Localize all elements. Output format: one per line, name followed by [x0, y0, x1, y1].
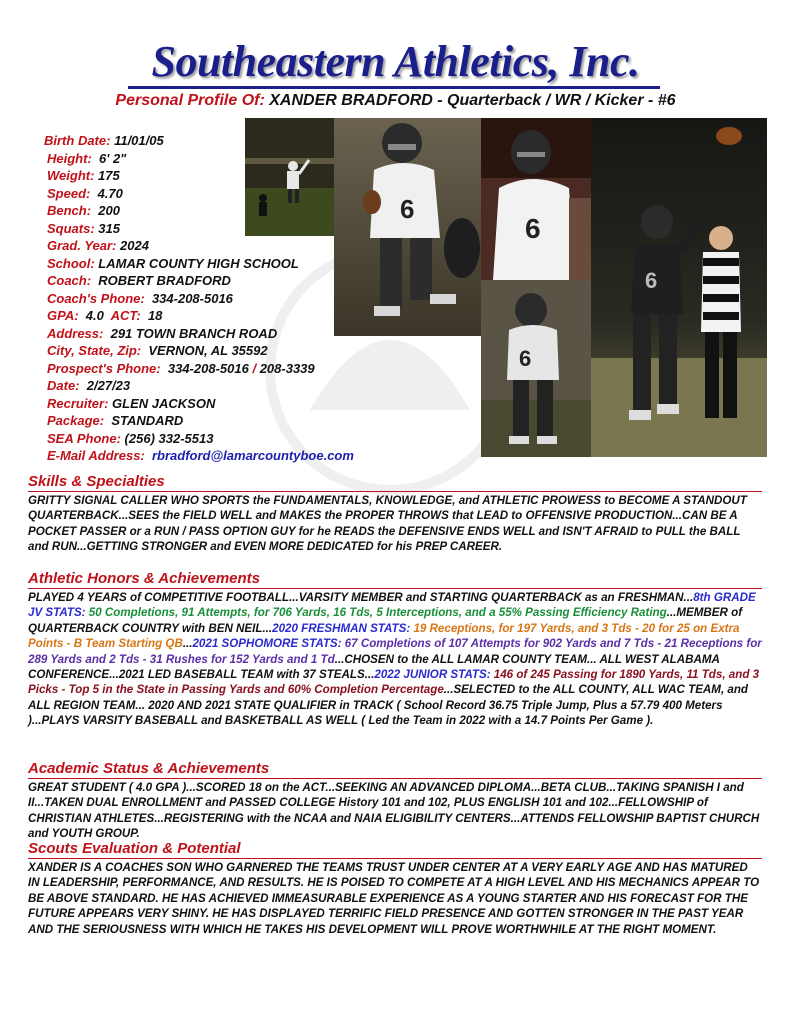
school-row: School: LAMAR COUNTY HIGH SCHOOL: [47, 255, 299, 271]
jersey-number-text: 6: [525, 213, 541, 244]
sea-phone-row: SEA Phone: (256) 332-5513: [47, 430, 214, 446]
photo-throwing-referee: [591, 118, 767, 457]
height-row: Height: 6' 2": [47, 150, 127, 166]
recruiter-row: Recruiter: GLEN JACKSON: [47, 395, 216, 411]
profile-of-label: Personal Profile Of:: [115, 92, 265, 109]
grad-year-row: Grad. Year: 2024: [47, 238, 149, 253]
jersey-number-text: 6: [519, 346, 532, 371]
squats-row: Squats: 315: [47, 220, 120, 236]
company-title: Southeastern Athletics, Inc.: [151, 37, 640, 86]
weight-row: Weight: 175: [47, 168, 120, 183]
honors-body: PLAYED 4 YEARS of COMPETITIVE FOOTBALL...VARSITY MEMBER and STARTING QUARTERBACK as an FRESHMAN...8th GRADE JV STATS: 50 Completions, 91 Attempts, for 706 Yards, 16 Tds, 5 Interceptions, and a 55% Passing Efficiency Rating...MEMBER of QUARTERBACK COUNTRY with BEN NEIL...2020 FRESHMAN STATS: 19 Receptions, for 197 Yards, and 3 Tds - 20 for 25 on Extra Points - B Team Starting QB...2021 SOPHOMORE STATS: 67 Completions of 107 Attempts for 902 Yards and 7 Tds - 21 Receptions for 289 Yards and 2 Tds - 31 Rushes for 152 Yards and 1 Td...CHOSEN to the ALL LAMAR COUNTY TEAM... ALL WEST ALABAMA CONFERENCE...2021 LED BASEBALL TEAM with 37 STEALS...2022 JUNIOR STATS: 146 of 245 Passing for 1890 Yards, 11 Tds, and 3 Picks - Top 5 in the State in Passing Yards and 60% Completion Percentage...SELECTED to the ALL COUNTY, ALL WAC TEAM, and ALL REGION TEAM... 2020 AND 2021 STATE QUALIFIER in TRACK ( School Record 36.75 Triple Jump, Plus a 57.79 400 Meters )...PLAYS VARSITY BASEBALL and BASKETBALL AS WELL ( Led the Team in 2022 with a 14.7 Points Per Game ).: [28, 591, 762, 728]
package-row: Package: STANDARD: [47, 413, 184, 428]
photo-qb-scramble: [334, 118, 481, 336]
prospect-phone-row: Prospect's Phone: 334-208-5016 / 208-3339: [47, 360, 315, 376]
honors-section: [28, 570, 762, 729]
jersey-number-text: 6: [645, 268, 658, 293]
email-link[interactable]: rbradford@lamarcountyboe.com: [152, 448, 354, 463]
speed-row: Speed: 4.70: [47, 185, 123, 201]
skills-body: GRITTY SIGNAL CALLER WHO SPORTS the FUNDAMENTALS, KNOWLEDGE, and ATHLETIC PROWESS to BECOME A STANDOUT QUARTERBACK...SEES the FIELD WELL and MAKES the PROPER THROWS that LEAD to OFFENSIVE PRODUCTION...CAN BE A POCKET PASSER or a RUN / PASS OPTION GUY for he READS the DEFENSIVE ENDS WELL and ISN'T AFRAID to PULL the BALL and RUN...GETTING STRONGER and EVEN MORE DEDICATED for his PREP CAREER.: [28, 494, 747, 554]
address-row: Address: 291 TOWN BRANCH ROAD: [47, 325, 278, 341]
player-name: XANDER BRADFORD - Quarterback / WR / Kicker - #6: [269, 92, 676, 109]
jersey-number-text: 6: [400, 194, 415, 224]
photo-sideline-throw: [245, 118, 340, 236]
coach-phone-row: Coach's Phone: 334-208-5016: [47, 290, 233, 306]
city-state-zip-row: City, State, Zip: VERNON, AL 35592: [47, 343, 268, 358]
scouts-section: [28, 840, 762, 937]
scouts-body: XANDER IS A COACHES SON WHO GARNERED THE TEAMS TRUST UNDER CENTER AT A VERY EARLY AGE AND HAS MATURED IN LEADERSHIP, PERFORMANCE, AND RESULTS. HE IS POISED TO COMPETE AT A HIGH LEVEL AND HIS MECHANICS APPEAR TO BE ABOVE STANDARD. HE HAS ACHIEVED IMMEASURABLE EXPERIENCE AS A YOUNG STARTER AND HIS FORECAST FOR THE FUTURE APPEARS VERY SHINY. HE HAS DISPLAYED TERRIFIC FIELD PRESENCE AND GOTTEN STRONGER IN THE PAST YEAR AND THE SERIOUSNESS WITH WHICH HE TAKES HIS DEVELOPMENT WILL PROVE WORTHWHILE AT THE RIGHT MOMENT.: [28, 861, 760, 936]
bench-row: Bench: 200: [47, 203, 120, 218]
birth-date-row: Birth Date: 11/01/05: [44, 133, 164, 148]
profile-subtitle: [0, 91, 791, 111]
academic-heading: Academic Status & Achievements: [28, 760, 762, 779]
skills-heading: Skills & Specialties: [28, 473, 762, 492]
coach-row: Coach: ROBERT BRADFORD: [47, 273, 231, 288]
honors-heading: Athletic Honors & Achievements: [28, 570, 762, 589]
photo-player-portrait: [481, 118, 591, 280]
scouts-heading: Scouts Evaluation & Potential: [28, 840, 762, 859]
photo-qb-dropback: [481, 280, 591, 457]
gpa-act-row: GPA: 4.0 ACT: 18: [47, 308, 163, 323]
academic-section: [28, 760, 762, 842]
academic-body: GREAT STUDENT ( 4.0 GPA )...SCORED 18 on the ACT...SEEKING AN ADVANCED DIPLOMA...BETA CLUB...TAKING SPANISH I and II...TAKEN DUAL ENROLLMENT and PASSED COLLEGE History 101 and 102, PLUS ENGLISH 101 and 102...FELLOWSHIP of CHRISTIAN ATHLETES...REGISTERING with the NCAA and NAIA ELIGIBILITY CENTERS...ATTENDS FELLOWSHIP BAPTIST CHURCH and YOUTH GROUP.: [28, 781, 760, 841]
title-underline: [128, 86, 660, 89]
skills-section: [28, 473, 762, 555]
date-row: Date: 2/27/23: [47, 378, 131, 393]
email-row: E-Mail Address: rbradford@lamarcountyboe.com: [47, 448, 354, 463]
